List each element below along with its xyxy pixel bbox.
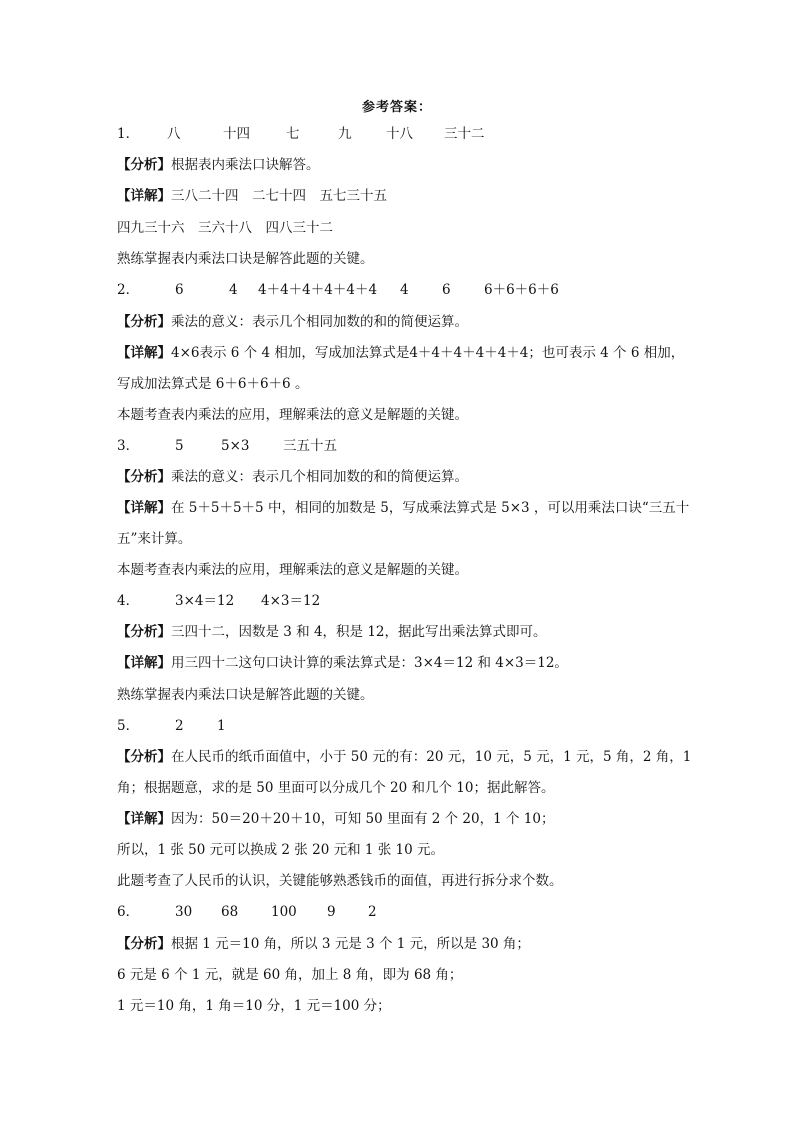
detail-text: 因为：50＝20＋20＋10，可知 50 里面有 2 个 20，1 个 10； [171, 811, 555, 827]
analysis-tag: 【分析】 [117, 314, 171, 330]
q1-detail-continued: 四九三十六 三六十八 四八三十二 [117, 220, 333, 236]
q2-answer: 6＋6＋6＋6 [484, 282, 559, 298]
q2-answer: 4 [229, 282, 238, 298]
analysis-tag: 【分析】 [117, 157, 171, 173]
q2-answer: 4＋4＋4＋4＋4＋4 [258, 282, 378, 298]
analysis-text: 在人民币的纸币面值中，小于 50 元的有：20 元，10 元，5 元，1 元，5 角，2 角，1 [171, 749, 692, 765]
detail-text: 4×6表示 6 个 4 相加，写成加法算式是4＋4＋4＋4＋4＋4；也可表示 4 个 6 相加， [171, 345, 685, 361]
q1-answer-line [117, 124, 485, 144]
q3-answer: 5×3 [221, 438, 250, 454]
q4-analysis [117, 622, 547, 642]
analysis-text: 乘法的意义：表示几个相同加数的和的简便运算。 [171, 314, 468, 330]
q6-number: 6． [117, 904, 140, 920]
q2-analysis [117, 312, 468, 332]
q6-answer: 68 [221, 904, 239, 920]
q1-answer: 九 [338, 126, 352, 142]
detail-tag: 【详解】 [117, 500, 171, 516]
q2-number: 2． [117, 282, 140, 298]
q5-analysis-continued: 角；根据题意，求的是 50 里面可以分成几个 20 和几个 10；据此解答。 [117, 780, 555, 796]
q1-answer: 七 [286, 126, 300, 142]
detail-text: 在 5＋5＋5＋5 中，相同的加数是 5，写成乘法算式是 5×3 ，可以用乘法口诀“三五十 [171, 500, 690, 516]
analysis-tag: 【分析】 [117, 469, 171, 485]
q2-answer: 4 [400, 282, 409, 298]
page-title: 参考答案： [361, 100, 432, 115]
q5-answer-line [117, 716, 226, 736]
q4-answer: 3×4＝12 [175, 593, 235, 609]
analysis-text: 三四十二，因数是 3 和 4，积是 12，据此写出乘法算式即可。 [171, 624, 547, 640]
q3-answer: 5 [175, 438, 184, 454]
q1-answer: 十八 [386, 126, 413, 142]
q6-answer: 9 [327, 904, 336, 920]
q5-summary: 此题考查了人民币的认识，关键能够熟悉钱币的面值，再进行拆分求个数。 [117, 873, 563, 889]
q5-detail [117, 809, 554, 829]
analysis-text: 乘法的意义：表示几个相同加数的和的简便运算。 [171, 469, 468, 485]
q1-number: 1． [117, 126, 140, 142]
q4-answer-line [117, 591, 320, 611]
detail-text: 三八二十四 二七十四 五七三十五 [171, 188, 387, 204]
q5-answer: 2 [175, 718, 184, 734]
q4-number: 4． [117, 593, 140, 609]
analysis-tag: 【分析】 [117, 624, 171, 640]
detail-tag: 【详解】 [117, 345, 171, 361]
detail-tag: 【详解】 [117, 188, 171, 204]
analysis-tag: 【分析】 [117, 749, 171, 765]
q2-summary: 本题考查表内乘法的应用，理解乘法的意义是解题的关键。 [117, 407, 468, 423]
q6-analysis-continued: 6 元是 6 个 1 元，就是 60 角，加上 8 角，即为 68 角； [117, 967, 463, 983]
q2-detail-continued: 写成加法算式是 6＋6＋6＋6 。 [117, 376, 309, 392]
q1-answer: 十四 [223, 126, 250, 142]
detail-tag: 【详解】 [117, 811, 171, 827]
q3-summary: 本题考查表内乘法的应用，理解乘法的意义是解题的关键。 [117, 562, 468, 578]
q6-answer: 2 [368, 904, 377, 920]
detail-tag: 【详解】 [117, 655, 171, 671]
q3-answer: 三五十五 [283, 438, 337, 454]
q6-answer: 30 [175, 904, 193, 920]
q3-answer-line [117, 436, 337, 456]
q4-answer: 4×3＝12 [261, 593, 321, 609]
analysis-text: 根据表内乘法口诀解答。 [171, 157, 320, 173]
q5-analysis [117, 747, 691, 767]
analysis-text: 根据 1 元＝10 角，所以 3 元是 3 个 1 元，所以是 30 角； [171, 936, 530, 952]
analysis-tag: 【分析】 [117, 936, 171, 952]
q2-detail [117, 343, 684, 363]
q5-detail-continued: 所以，1 张 50 元可以换成 2 张 20 元和 1 张 10 元。 [117, 842, 445, 858]
q3-detail-continued: 五”来计算。 [117, 531, 192, 547]
q1-answer: 三十二 [444, 126, 485, 142]
q2-answer-line [117, 280, 559, 300]
q6-answer: 100 [271, 904, 297, 920]
q6-analysis-continued: 1 元＝10 角，1 角＝10 分，1 元＝100 分； [117, 998, 391, 1014]
q3-analysis [117, 467, 468, 487]
q2-answer: 6 [442, 282, 451, 298]
q1-analysis [117, 155, 320, 175]
detail-text: 用三四十二这句口诀计算的乘法算式是：3×4＝12 和 4×3＝12。 [171, 655, 568, 671]
q4-detail [117, 653, 568, 673]
q6-answer-line [117, 902, 377, 922]
q3-number: 3． [117, 438, 140, 454]
q1-detail [117, 186, 387, 206]
q3-detail [117, 498, 689, 518]
q5-number: 5． [117, 718, 140, 734]
q1-answer: 八 [167, 126, 181, 142]
q5-answer: 1 [217, 718, 226, 734]
q6-analysis [117, 934, 530, 954]
q2-answer: 6 [175, 282, 184, 298]
q1-summary: 熟练掌握表内乘法口诀是解答此题的关键。 [117, 251, 374, 267]
q4-summary: 熟练掌握表内乘法口诀是解答此题的关键。 [117, 687, 374, 703]
